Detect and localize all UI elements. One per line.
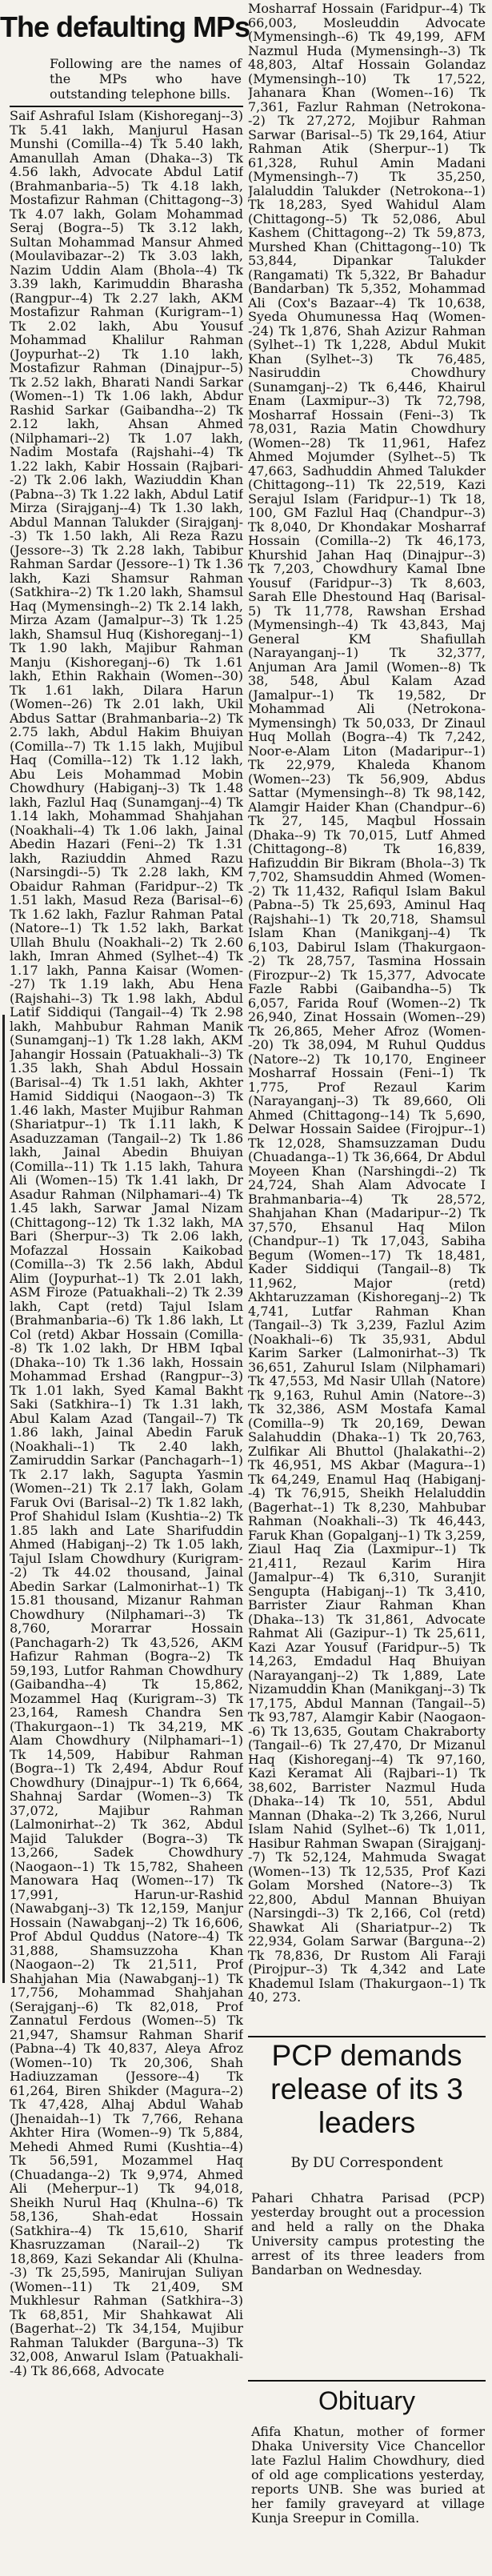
- intro-text: Following are the names of the MPs who have outstanding telephone bills.: [50, 56, 242, 102]
- obituary-headline: Obituary: [318, 2386, 415, 2415]
- mp-list-column-1: Saif Ashraful Islam (Kishoreganj--3) Tk 5.41 lakh, Manjurul Hasan Munshi (Comilla--4) Tk 5.40 lakh, Amanullah Aman (Dhaka--3) Tk 4.56 lakh, Advocate Abdul Latif (Brahmanbaria--5) Tk 4.18 lakh, Mostafizur Rahman (Chittagong--3) Tk 4.07 lakh, Golam Mohammad Seraj (Bogra--5) Tk 3.12 lakh, Sultan Mohammad Mansur Ahmed (Moulavibazar--2) Tk 3.03 lakh, Nazim Uddin Alam (Bhola--4) Tk 3.39 lakh, Karimuddin Bharasha (Rangpur--4) Tk 2.27 lakh, AKM Mostafizur Rahman (Kurigram--1) Tk 2.02 lakh, Abu Yousuf Mohammad Khalilur Rahman (Joypurhat--2) Tk 1.10 lakh, Mostafizur Rahman (Dinajpur--5) Tk 2.52 lakh, Bharati Nandi Sarkar (Women--1) Tk 1.06 lakh, Abdur Rashid Sarkar (Gaibandha--2) Tk 2.12 lakh, Ahsan Ahmed (Nilphamari--2) Tk 1.07 lakh, Nadim Mostafa (Rajshahi--4) Tk 1.22 lakh, Kabir Hossain (Rajbari--2) Tk 2.06 lakh, Waziuddin Khan (Pabna--3) Tk 1.22 lakh, Abdul Latif Mirza (Sirajganj--4) Tk 1.30 lakh, Abdul Mannan Talukder (Sirajganj--3) Tk 1.50 lakh, Ali Reza Razu (Jessore--3) Tk 2.28 lakh, Tabibur Rahman Sardar (Jessore--1) Tk 1.36 lakh, Kazi Shamsur Rahman (Satkhira--2) Tk 1.20 lakh, Shamsul Haq (Mymensingh--2) Tk 2.14 lakh, Mirza Azam (Jamalpur--3) Tk 1.25 lakh, Shamsul Huq (Kishoreganj--1) Tk 1.90 lakh, Majibur Rahman Manju (Kishoreganj--6) Tk 1.61 lakh, Ethin Rakhain (Women--30) Tk 1.61 lakh, Dilara Harun (Women--26) Tk 2.01 lakh, Ukil Abdus Sattar (Brahmanbaria--2) Tk 2.75 lakh, Abdul Hakim Bhuiyan (Comilla--7) Tk 1.15 lakh, Mujibul Haq (Comilla--12) Tk 1.12 lakh, Abu Leis Mohammad Mobin Chowdhury (Habiganj--3) Tk 1.48 lakh, Fazlul Haq (Sunamganj--4) Tk 1.14 lakh, Mohammad Shahjahan (Noakhali--4) Tk 1.06 lakh, Jainal Abedin Hazari (Feni--2) Tk 1.31 lakh, Raziuddin Ahmed Razu (Narsingdi--5) Tk 2.28 lakh, KM Obaidur Rahman (Faridpur--2) Tk 1.51 lakh, Masud Reza (Barisal--6) Tk 1.62 lakh, Fazlur Rahman Patal (Natore--1) Tk 1.52 lakh, Barkat Ullah Bhulu (Noakhali--2) Tk 2.60 lakh, Imran Ahmed (Sylhet--4) Tk 1.17 lakh, Panna Kaisar (Women--27) Tk 1.19 lakh, Abu Hena (Rajshahi--3) Tk 1.98 lakh, Abdul Latif Siddiqui (Tangail--4) Tk 2.98 lakh, Mahbubur Rahman Manik (Sunamganj--1) Tk 1.28 lakh, AKM Jahangir Hossain (Patuakhali--3) Tk 1.35 lakh, Shah Abdul Hossain (Barisal--4) Tk 1.51 lakh, Akhter Hamid Siddiqui (Naogaon--3) Tk 1.46 lakh, Master Mujibur Rahman (Shariatpur--1) Tk 1.11 lakh, K Asaduzzaman (Tangail--2) Tk 1.86 lakh, Jainal Abedin Bhuiyan (Comilla--11) Tk 1.15 lakh, Tahura Ali (Women--15) Tk 1.41 lakh, Dr Asadur Rahman (Nilphamari--4) Tk 1.45 lakh, Sarwar Jamal Nizam (Chittagong--12) Tk 1.32 lakh, MA Bari (Sherpur--3) Tk 2.06 lakh, Mofazzal Hossain Kaikobad (Comilla--3) Tk 2.56 lakh, Abdul Alim (Joypurhat--1) Tk 2.01 lakh, ASM Firoze (Patuakhali--2) Tk 2.39 lakh, Capt (retd) Tajul Islam (Brahmanbaria--6) Tk 1.86 lakh, Lt Col (retd) Akbar Hossain (Comilla--8) Tk 1.02 lakh, Dr HBM Iqbal (Dhaka--10) Tk 1.36 lakh, Hossain Mohammad Ershad (Rangpur--3) Tk 1.01 lakh, Syed Kamal Bakht Saki (Satkhira--1) Tk 1.31 lakh, Abul Kalam Azad (Tangail--7) Tk 1.86 lakh, Jainal Abedin Faruk (Noakhali--1) Tk 2.40 lakh, Zamiruddin Sarkar (Panchagarh--1) Tk 2.17 lakh, Sagupta Yasmin (Women--21) Tk 2.17 lakh, Golam Faruk Ovi (Barisal--2) Tk 1.82 lakh, Prof Shahidul Islam (Kushtia--2) Tk 1.85 lakh and Late Sharifuddin Ahmed (Habiganj--2) Tk 1.05 lakh, Tajul Islam Chowdhury (Kurigram--2) Tk 44.02 thousand, Jainal Abedin Sarkar (Lalmonirhat--1) Tk 15.81 thousand, Mizanur Rahman Chowdhury (Nilphamari--3) Tk 8,760, Morarrar Hossain (Panchagarh-2) Tk 43,526, AKM Hafizur Rahman (Bogra--2) Tk 59,193, Lutfor Rahman Chowdhury (Gaibandha--4) Tk 15,862, Mozammel Haq (Kurigram--3) Tk 23,164, Ramesh Chandra Sen (Thakurgaon--1) Tk 34,219, MK Alam Chowdhury (Nilphamari--1) Tk 14,509, Habibur Rahman (Bogra--1) Tk 2,494, Abdur Rouf Chowdhury (Dinajpur--1) Tk 6,664, Shahnaj Sardar (Women--3) Tk 37,072, Majibur Rahman (Lalmonirhat--2) Tk 362, Abdul Majid Talukder (Bogra--3) Tk 13,266, Sadek Chowdhury (Naogaon--1) Tk 15,782, Shaheen Manowara Haq (Women--17) Tk 17,991, Harun-ur-Rashid (Nawabganj--3) Tk 12,159, Manjur Hossain (Nawabganj--2) Tk 16,606, Prof Abdul Quddus (Natore--4) Tk 31,888, Shamsuzzoha Khan (Naogaon--2) Tk 21,511, Prof Shahjahan Mia (Nawabganj--1) Tk 17,756, Mohammad Shahjahan (Serajganj--6) Tk 82,018, Prof Zannatul Ferdous (Women--5) Tk 21,947, Shamsur Rahman Sharif (Pabna--4) Tk 40,837, Aleya Afroz (Women--10) Tk 20,306, Shah Hadiuzzaman (Jessore--4) Tk 61,264, Biren Shikder (Magura--2) Tk 47,428, Alhaj Abdul Wahab (Jhenaidah--1) Tk 7,766, Rehana Akhter Hira (Women--9) Tk 5,884, Mehedi Ahmed Rumi (Kushtia--4) Tk 56,591, Mozammel Haq (Chuadanga--2) Tk 9,974, Ahmed Ali (Meherpur--1) Tk 94,018, Sheikh Nurul Haq (Khulna--6) Tk 58,136, Shah-edat Hossain (Satkhira--4) Tk 15,610, Sharif Khasruzzaman (Narail--2) Tk 18,869, Kazi Sekandar Ali (Khulna--3) Tk 25,595, Manirujan Suliyan (Women--11) Tk 21,409, SM Mukhlesur Rahman (Satkhira--3) Tk 68,851, Mir Shahkawat Ali (Bagerhat--2) Tk 34,154, Mujibur Rahman Talukder (Barguna--3) Tk 32,008, Anwarul Islam (Patuakhali--4) Tk 86,668, Advocate: [10, 109, 243, 2378]
- mp-list-column-2: Mosharraf Hossain (Faridpur--4) Tk 66,003, Mosleuddin Advocate (Mymensingh--6) Tk 49,199, AFM Nazmul Huda (Mymensingh--3) Tk 48,803, Altaf Hossain Golandaz (Mymensingh--10) Tk 17,522, Jahanara Khan (Women--16) Tk 7,361, Fazlur Rahman (Netrokona--2) Tk 27,272, Mojibur Rahman Sarwar (Barisal--5) Tk 29,164, Atiur Rahman Atik (Sherpur--1) Tk 61,328, Ruhul Amin Madani (Mymensingh--7) Tk 35,250, Jalaluddin Talukder (Netrokona--1) Tk 18,283, Syed Wahidul Alam (Chittagong--5) Tk 52,086, Abul Kashem (Chittagong--2) Tk 59,873, Murshed Khan (Chittagong--10) Tk 53,844, Dipankar Talukder (Rangamati) Tk 5,322, Br Bahadur (Bandarban) Tk 5,352, Mohammad Ali (Cox's Bazaar--4) Tk 10,638, Syeda Ohumunessa Haq (Women--24) Tk 1,876, Shah Azizur Rahman (Sylhet--1) Tk 1,228, Abdul Mukit Khan (Sylhet--3) Tk 76,485, Nasiruddin Chowdhury (Sunamganj--2) Tk 6,446, Khairul Enam (Laxmipur--3) Tk 72,798, Mosharraf Hossain (Feni--3) Tk 78,031, Razia Matin Chowdhury (Women--28) Tk 11,961, Hafez Ahmed Mojumder (Sylhet--5) Tk 47,663, Sadhuddin Ahmed Talukder (Chittagong--11) Tk 22,519, Kazi Serajul Islam (Faridpur--1) Tk 18, 100, GM Fazlul Haq (Chandpur--3) Tk 8,040, Dr Khondakar Mosharraf Hossain (Comilla--2) Tk 46,173, Khurshid Jahan Haq (Dinajpur--3) Tk 7,203, Chowdhury Kamal Ibne Yousuf (Faridpur--3) Tk 8,603, Sarah Elle Dhestound Haq (Barisal-5) Tk 11,778, Rawshan Ershad (Mymensingh--4) Tk 43,843, Maj General KM Shafiullah (Narayanganj--1) Tk 32,377, Anjuman Ara Jamil (Women--8) Tk 38, 548, Abul Kalam Azad (Jamalpur--1) Tk 19,582, Dr Mohammad Ali (Netrokona-Mymensingh) Tk 50,033, Dr Zinaul Huq Mollah (Bogra--4) Tk 7,242, Noor-e-Alam Liton (Madaripur--1) Tk 22,979, Khaleda Khanom (Women--23) Tk 56,909, Abdus Sattar (Mymensingh--8) Tk 98,142, Alamgir Haider Khan (Chandpur--6) Tk 27, 145, Maqbul Hossain (Dhaka--9) Tk 70,015, Lutf Ahmed (Chittagong--8) Tk 16,839, Hafizuddin Bir Bikram (Bhola--3) Tk 7,702, Shamsuddin Ahmed (Women--2) Tk 11,432, Rafiqul Islam Bakul (Pabna--5) Tk 25,693, Aminul Haq (Rajshahi--1) Tk 20,718, Shamsul Islam Khan (Manikganj--4) Tk 6,103, Dabirul Islam (Thakurgaon--2) Tk 28,757, Tasmina Hossain (Firozpur--2) Tk 15,377, Advocate Fazle Rabbi (Gaibandha--5) Tk 6,057, Farida Rouf (Women--2) Tk 26,940, Zinat Hossain (Women--29) Tk 26,865, Meher Afroz (Women--20) Tk 38,094, M Ruhul Quddus (Natore--2) Tk 10,170, Engineer Mosharraf Hossain (Feni--1) Tk 1,775, Prof Rezaul Karim (Narayanganj--3) Tk 89,660, Oli Ahmed (Chittagong--14) Tk 5,690, Delwar Hossain Saidee (Firojpur--1) Tk 12,028, Shamsuzzaman Dudu (Chuadanga--1) Tk 36,664, Dr Abdul Moyeen Khan (Narshingdi--2) Tk 24,724, Shah Alam Advocate I Brahmanbaria--4) Tk 28,572, Shahjahan Khan (Madaripur--2) Tk 37,570, Ehsanul Haq Milon (Chandpur--1) Tk 17,043, Sabiha Begum (Women--17) Tk 18,481, Kader Siddiqui (Tangail--8) Tk 11,962, Major (retd) Akhtaruzzaman (Kishoreganj--2) Tk 4,741, Lutfar Rahman Khan (Tangail--3) Tk 3,239, Fazlul Azim (Noakhali--6) Tk 35,931, Abdul Karim Sarker (Lalmonirhat--3) Tk 36,651, Zahurul Islam (Nilphamari) Tk 47,553, Md Nasir Ullah (Natore) Tk 9,163, Ruhul Amin (Natore--3) Tk 32,386, ASM Mostafa Kamal (Comilla--9) Tk 20,169, Dewan Salahuddin (Dhaka--1) Tk 20,763, Zulfikar Ali Bhuttol (Jhalakathi--2) Tk 46,951, MS Akbar (Magura--1) Tk 64,249, Enamul Haq (Habiganj--4) Tk 76,915, Sheikh Helaluddin (Bagerhat--1) Tk 8,230, Mahbubar Rahman (Noakhali--3) Tk 46,443, Faruk Khan (Gopalganj--1) Tk 3,259, Ziaul Haq Zia (Laxmipur--1) Tk 21,411, Rezaul Karim Hira (Jamalpur--4) Tk 6,310, Suranjit Sengupta (Habiganj--1) Tk 3,410, Barrister Ziaur Rahman Khan (Dhaka--13) Tk 31,861, Advocate Rahmat Ali (Gazipur--1) Tk 25,611, Kazi Azar Yousuf (Faridpur--5) Tk 14,263, Emdadul Haq Bhuiyan (Narayanganj--2) Tk 1,889, Late Nizamuddin Khan (Manikganj--3) Tk 17,175, Abdul Mannan (Tangail--5) Tk 93,787, Alamgir Kabir (Naogaon--6) Tk 13,635, Goutam Chakraborty (Tangail--6) Tk 27,470, Dr Mizanul Haq (Kishoreganj--4) Tk 97,160, Kazi Keramat Ali (Rajbari--1) Tk 38,602, Barrister Nazmul Huda (Dhaka--14) Tk 10, 551, Abdul Mannan (Dhaka--2) Tk 3,266, Nurul Islam Nahid (Sylhet--6) Tk 1,011, Hasibur Rahman Swapan (Sirajganj--7) Tk 52,124, Mahmuda Swagat (Women--13) Tk 12,535, Prof Kazi Golam Morshed (Natore--3) Tk 22,800, Abdul Mannan Bhuiyan (Narsingdi--3) Tk 2,166, Col (retd) Shawkat Ali (Shariatpur--2) Tk 22,934, Golam Sarwar (Barguna--2) Tk 78,836, Dr Rustom Ali Faraji (Pirojpur--3) Tk 4,342 and Late Khademul Islam (Thakurgaon--1) Tk 40, 273.: [248, 2, 486, 2005]
- byline: By DU Correspondent: [290, 2155, 443, 2171]
- divider: [10, 106, 243, 107]
- pcp-headline: PCP demands release of its 3 leaders: [270, 2039, 463, 2139]
- obituary-body: Afifa Khatun, mother of former Dhaka University Vice Chancellor late Fazlul Halim Chowdhury, died of old age complications yesterday, reports UNB. She was buried at her family graveyard at village Kunja Sreepur in Comilla.: [251, 2424, 485, 2526]
- divider: [248, 2036, 486, 2037]
- headline: The defaulting MPs: [0, 10, 250, 43]
- page-edge-line: [2, 1015, 5, 1983]
- divider: [248, 2380, 486, 2382]
- pcp-body: Pahari Chhatra Parisad (PCP) yesterday brought out a procession and held a rally on the Dhaka University campus protesting the arrest of its three leaders from Bandarban on Wednesday.: [251, 2190, 485, 2278]
